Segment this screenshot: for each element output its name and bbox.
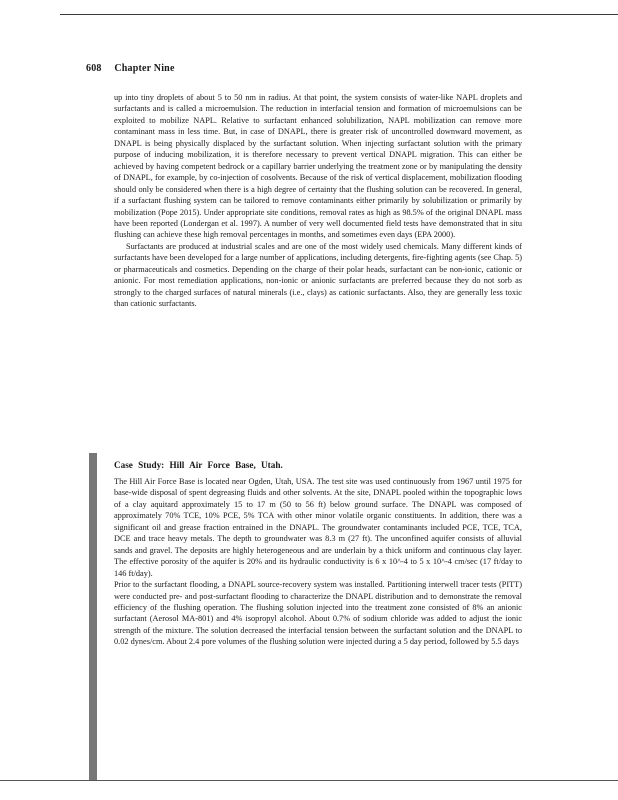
- case-study-text: [114, 476, 522, 648]
- body-paragraph: up into tiny droplets of about 5 to 50 nm in radius. At that point, the system consists of water-like NAPL droplets and surfactants and is called a microemulsion. The reduction in interfacial tension and formation of microemulsions can be exploited to mobilize NAPL. Relative to surfactant enhanced solubilization, NAPL mobilization can remove more contaminant mass in less time. But, in case of DNAPL, there is greater risk of uncontrolled downward movement, as DNAPL is being physically displaced by the surfactant solution. When injecting surfactant solution with the primary purpose of inducing mobilization, it is therefore necessary to prevent vertical DNAPL migration. This can either be achieved by having competent bedrock or a capillary barrier underlying the treatment zone or by manipulating the density of DNAPL, for example, by co-injection of cosolvents. Because of the risk of vertical displacement, mobilization flooding should only be considered when there is a high degree of certainty that the flushing solution can be recovered. In general, if a surfactant flushing system can be tailored to remove contaminants either primarily by solubilization or primarily by mobilization (Pope 2015). Under appropriate site conditions, removal rates as high as 98.5% of the original DNAPL mass have been reported (Londergan et al. 1997). A number of very well documented field tests have demonstrated that in situ flushing can achieve these high removal percentages in months, and sometimes even days (EPA 2000).: [114, 93, 522, 240]
- case-study-box: [114, 460, 522, 648]
- running-header: [86, 63, 185, 74]
- page-number: 608: [86, 63, 102, 74]
- case-study-sidebar-bar: [89, 453, 97, 780]
- case-study-paragraph: The Hill Air Force Base is located near Ogden, Utah, USA. The test site was used continuously from 1967 until 1975 for base-wide disposal of spent degreasing fluids and other solvents. At the site, DNAPL pooled within the topographic lows of a clay aquitard approximately 15 to 17 m (50 to 56 ft) below ground surface. The DNAPL was composed of approximately 70% TCE, 10% PCE, 5% TCA with other minor volatile organic constituents. In addition, there was a significant oil and grease fraction entrained in the DNAPL. The groundwater contaminants included PCE, TCE, TCA, DCE and trace heavy metals. The depth to groundwater was 8.3 m (27 ft). The unconfined aquifer consists of alluvial sands and gravel. The deposits are highly heterogeneous and are underlain by a thick uniform and continuous clay layer. The effective porosity of the aquifer is 20% and its hydraulic conductivity is 6 x 10^-4 to 5 x 10^-4 cm/sec (17 ft/day to 146 ft/day).: [114, 477, 522, 578]
- body-paragraph: Surfactants are produced at industrial scales and are one of the most widely used chemicals. Many different kinds of surfactants have been developed for a large number of applications, including detergents, fire-fighting agents (see Chap. 5) or pharmaceuticals and cosmetics. Depending on the charge of their polar heads, surfactant can be non-ionic, cationic or anionic. For most remediation applications, non-ionic or anionic surfactants are preferred because they do not sorb as strongly to the charged surfaces of natural minerals (i.e., clays) as cationic surfactants. Also, they are generally less toxic than cationic surfactants.: [114, 241, 522, 309]
- top-rule: [60, 14, 618, 15]
- chapter-label: Chapter Nine: [114, 63, 175, 74]
- case-study-paragraph: Prior to the surfactant flooding, a DNAPL source-recovery system was installed. Partitioning interwell tracer tests (PITT) were conducted pre- and post-surfactant flooding to characterize the DNAPL distribution and to demonstrate the removal efficiency of the flushing operation. The flushing solution injected into the treatment zone consisted of 8% an anionic surfactant (Aerosol MA-801) and 4% isopropyl alcohol. About 0.7% of sodium chloride was added to adjust the ionic strength of the mixture. The solution decreased the interfacial tension between the surfactant solution and the DNAPL to 0.02 dynes/cm. About 2.4 pore volumes of the flushing solution were injected during a 5 day period, followed by 5.5 days: [114, 580, 522, 647]
- bottom-rule: [0, 780, 618, 781]
- case-study-title: Case Study: Hill Air Force Base, Utah.: [114, 460, 283, 470]
- body-text: [114, 92, 522, 310]
